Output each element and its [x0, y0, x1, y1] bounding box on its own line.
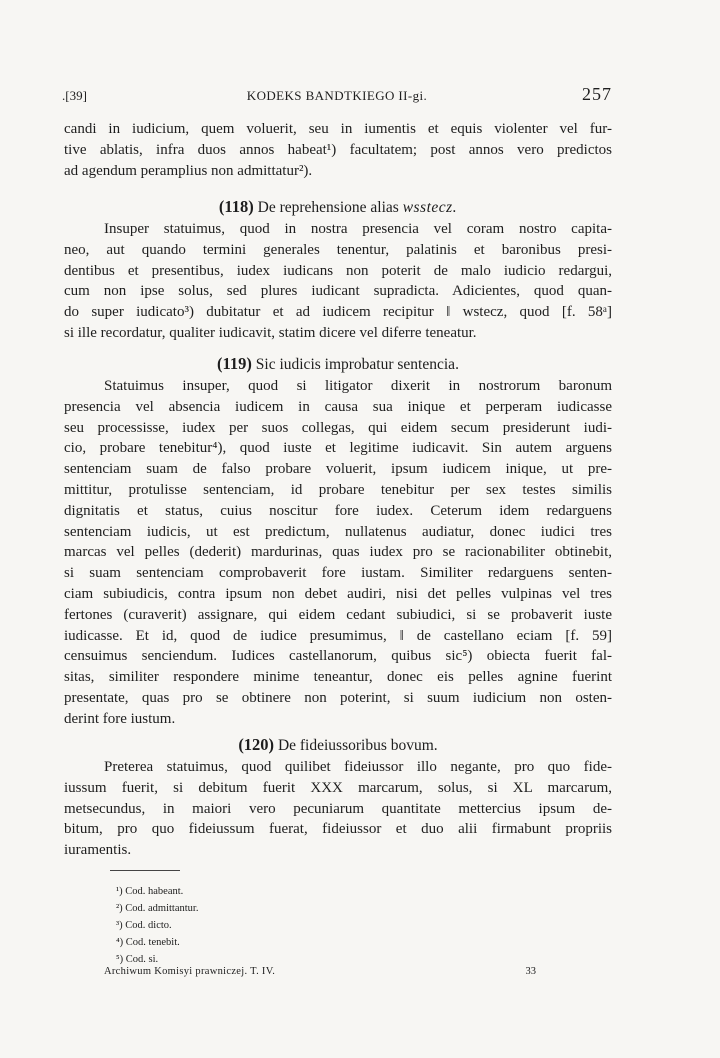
section-title-italic: wsstecz. — [402, 199, 458, 216]
text-line: cio, probare tenebitur⁴), quod iuste et legitime iudicavit. Sin autem arguens — [64, 440, 612, 457]
text-line: derint fore iustum. — [64, 710, 176, 727]
running-head — [62, 86, 612, 110]
section-title: Sic iudicis improbatur sentencia. — [255, 356, 459, 373]
text-line: fertones (curaverit) assignare, qui eidem cedant subiudici, si se probaverit iuste — [64, 606, 612, 623]
text-line: bitum, pro quo fideiussum fuerat, fideiussor et duo alii firmabunt propriis — [64, 821, 612, 838]
page-number: 257 — [582, 84, 612, 104]
section-marker: .[39] — [62, 88, 87, 103]
text-line: do super iudicato³) dubitatur et ad iudicem recipitur ‖ wstecz, quod [f. 58ᵃ] — [64, 304, 612, 321]
running-title: KODEKS BANDTKIEGO II-gi. — [246, 88, 428, 103]
footnote: ³) Cod. dicto. — [116, 920, 172, 931]
text-line: dentibus et presentibus, iudex iudicans non poterit de malo iudicio redargui, — [64, 262, 612, 279]
text-line: tive ablatis, infra duos annos habeat¹) facultatem; post annos vero predictos — [64, 141, 612, 158]
text-line: metsecundus, in maiori vero pecuniarum quantitate mettercius ipsum de- — [64, 800, 612, 817]
text-line: mittitur, protulisse sentenciam, id probare tenebitur per sex testes similis — [64, 481, 612, 498]
text-line: Statuimus insuper, quod si litigator dixerit in nostrorum baronum — [104, 378, 612, 394]
text-line: sentenciam suam de falso probare voluerit, ipsum iudicem inique, ut pre- — [64, 461, 612, 478]
section-number: (119) — [217, 354, 252, 373]
section-119 — [64, 351, 612, 730]
footnotes — [116, 883, 198, 968]
footnote-divider — [110, 870, 180, 871]
text-line: marcas vel pelles (dederit) mardurinas, quas iudex pro se racionabiliter obtinebit, — [64, 544, 612, 561]
footnote: ⁴) Cod. tenebit. — [116, 937, 180, 948]
text-line: Insuper statuimus, quod in nostra presencia vel coram nostro capita- — [104, 221, 612, 237]
text-line: candi in iudicium, quem voluerit, seu in iumentis et equis violenter vel fur- — [64, 121, 612, 137]
text-line: ad agendum peramplius non admittatur²). — [64, 162, 313, 179]
text-line: sentenciam iudicis, ut est predictum, nullatenus audiatur, donec iudici tres — [64, 523, 612, 540]
text-line: neo, aut quando termini generales tenentur, palatinis et baronibus presi- — [64, 241, 612, 258]
footnote: ¹) Cod. habeant. — [116, 886, 184, 897]
section-number: (120) — [238, 735, 275, 754]
section-title: De reprehensione alias — [257, 199, 399, 216]
text-line: iussum fuerit, si debitum fuerit XXX marcarum, solus, si XL marcarum, — [64, 779, 612, 796]
section-title: De fideiussoribus bovum. — [277, 737, 438, 754]
section-number: (118) — [218, 197, 254, 216]
text-line: presentate, quas pro se obtinere non poterint, si suum iudicium non osten- — [64, 689, 612, 706]
text-line: Preterea statuimus, quod quilibet fideiussor illo negante, pro quo fide- — [104, 759, 612, 775]
text-line: dignitatis et status, cuius noscitur fore iudex. Ceterum idem redarguens — [64, 502, 612, 519]
section-120 — [64, 732, 612, 861]
footnote: ²) Cod. admittantur. — [116, 903, 199, 914]
text-line: ciam subiudicis, contra ipsum non debet audiri, nisi det pelles vulpinas vel tres — [64, 585, 612, 602]
text-line: cum non ipse solus, sed plures iudicant supradicta. Adicientes, quod quan- — [64, 283, 612, 300]
text-line: seu processisse, iudex per suos collegas, qui eidem secum presiderunt iudi- — [64, 419, 612, 436]
text-line: presencia vel absencia iudicem in causa sua inique et perperam iudicasse — [64, 398, 612, 415]
footnote: ⁵) Cod. si. — [116, 954, 159, 965]
section-118 — [64, 194, 612, 344]
sheet-number: 33 — [525, 966, 536, 977]
text-line: iudicasse. Et id, quod de iudice presumimus, ‖ de castellano eciam [f. 59] — [64, 627, 612, 644]
text-line: si suam sentenciam comprobaverit fore iustam. Similiter redarguens senten- — [64, 565, 612, 582]
signature-line: Archiwum Komisyi prawniczej. T. IV. — [104, 966, 276, 977]
text-line: censuimus senciendum. Iudices castellanorum, quibus sic⁵) obiecta fuerit fal- — [64, 648, 612, 665]
text-line: sitas, similiter respondere minime teneantur, donec eis pelles agnine fuerint — [64, 669, 612, 686]
section-heading — [64, 732, 612, 757]
section-heading — [64, 194, 612, 219]
text-line: iuramentis. — [64, 842, 132, 859]
intro-paragraph — [64, 119, 612, 181]
text-line: si ille recordatur, qualiter iudicavit, statim dicere vel diferre teneatur. — [64, 324, 477, 341]
section-heading — [64, 351, 612, 376]
